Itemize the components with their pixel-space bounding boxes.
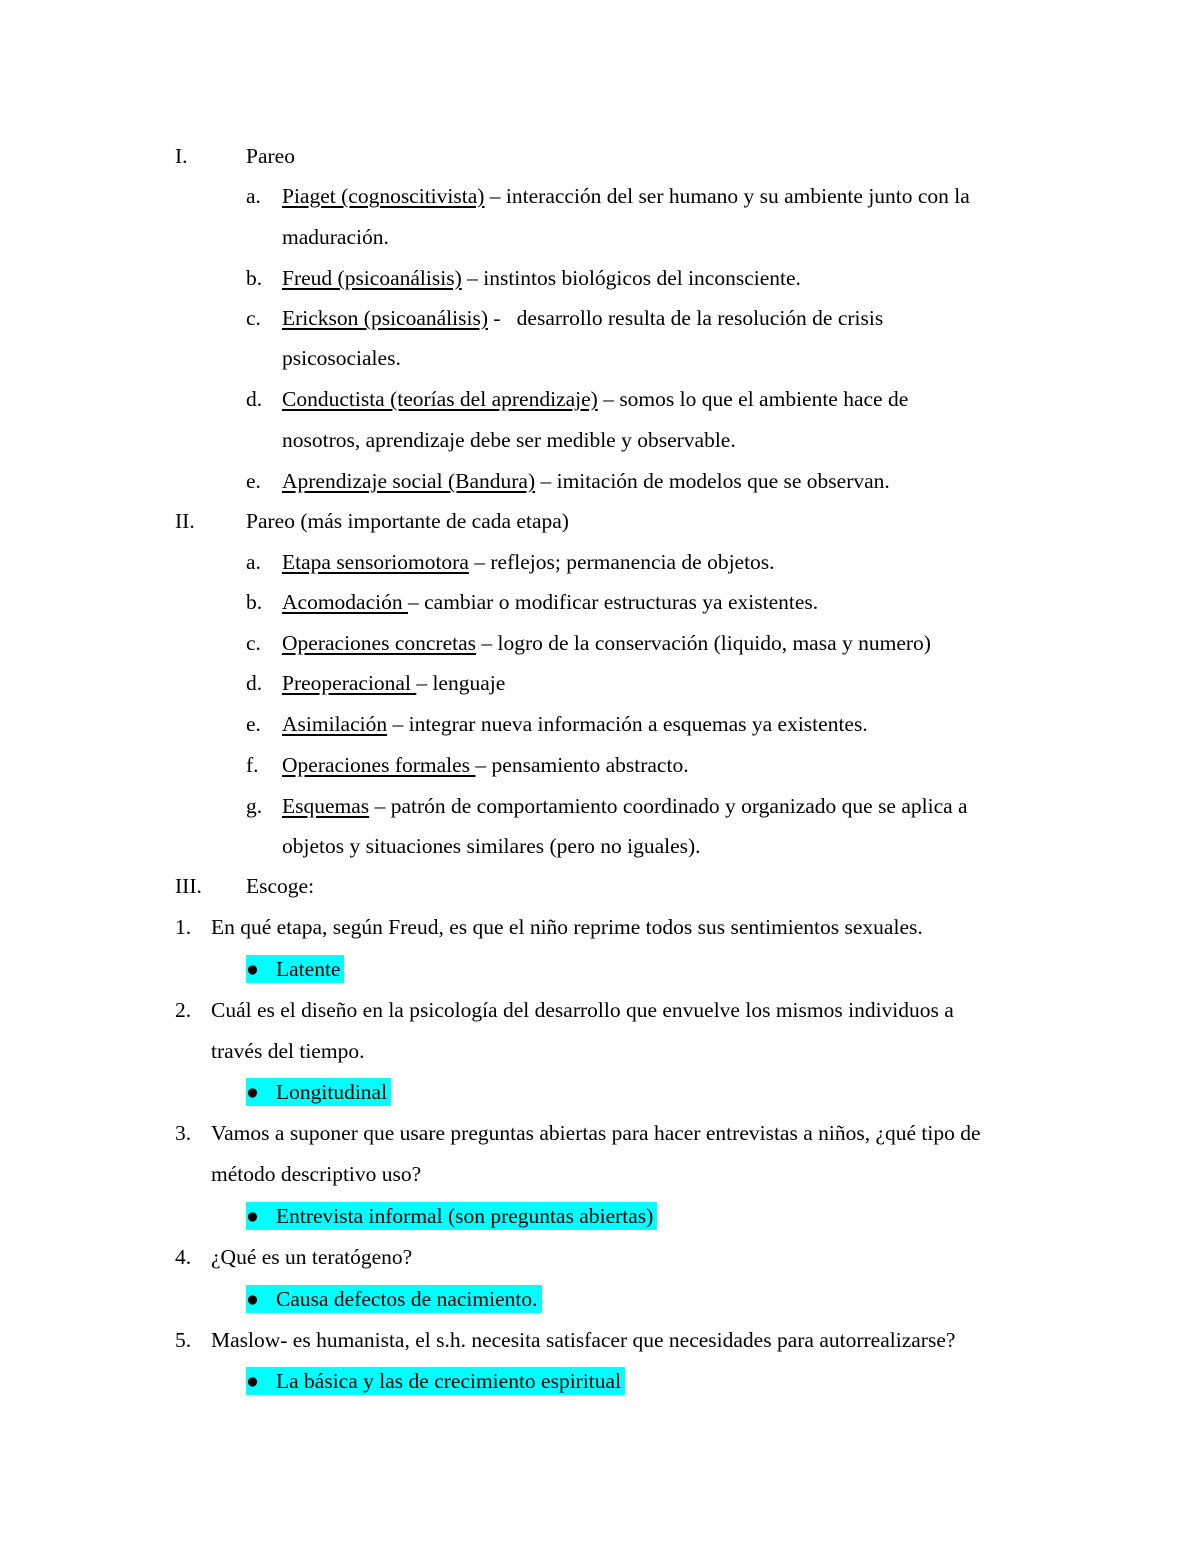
list-item [282, 588, 818, 616]
item-description-cont: maduración. [282, 225, 389, 249]
item-description: – integrar nueva información a esquemas ya existentes. [387, 712, 868, 736]
answer-item [246, 1078, 391, 1106]
item-letter: c. [246, 306, 261, 330]
item-term: Operaciones formales [282, 753, 476, 777]
section-2-numeral: II. [175, 509, 195, 533]
question-number: 2. [175, 998, 192, 1022]
item-term: Operaciones concretas [282, 631, 476, 655]
item-letter: f. [246, 753, 259, 777]
question-text: Vamos a suponer que usare preguntas abiertas para hacer entrevistas a niños, ¿qué tipo de [211, 1121, 981, 1145]
item-letter: d. [246, 387, 263, 411]
item-description: – patrón de comportamiento coordinado y organizado que se aplica a [369, 794, 968, 818]
answer-item [246, 955, 344, 983]
section-3-title: Escoge: [246, 874, 315, 898]
item-description: – somos lo que el ambiente hace de [597, 387, 909, 411]
section-1-title: Pareo [246, 144, 295, 168]
item-description: – interacción del ser humano y su ambiente junto con la [484, 184, 970, 208]
question-text: Cuál es el diseño en la psicología del desarrollo que envuelve los mismos individuos a [211, 998, 954, 1022]
list-item [282, 669, 505, 697]
item-letter: d. [246, 671, 263, 695]
list-item [282, 182, 970, 210]
answer-text: Longitudinal [276, 1080, 388, 1104]
list-item [282, 304, 883, 332]
item-description: – instintos biológicos del inconsciente. [461, 266, 801, 290]
list-item [282, 710, 868, 738]
item-description-cont: objetos y situaciones similares (pero no iguales). [282, 834, 701, 858]
list-item [282, 467, 890, 495]
answer-item [246, 1367, 625, 1395]
item-description: – lenguaje [416, 671, 506, 695]
question-number: 4. [175, 1245, 192, 1269]
bullet-icon: ● [246, 1369, 259, 1393]
answer-item [246, 1285, 542, 1313]
section-3-numeral: III. [175, 874, 202, 898]
item-term: Freud (psicoanálisis) [282, 266, 462, 290]
question-text: Maslow- es humanista, el s.h. necesita satisfacer que necesidades para autorrealizarse? [211, 1328, 956, 1352]
item-letter: c. [246, 631, 261, 655]
item-term: Asimilación [282, 712, 388, 736]
question-number: 3. [175, 1121, 192, 1145]
item-description-cont: nosotros, aprendizaje debe ser medible y observable. [282, 428, 736, 452]
item-letter: g. [246, 794, 263, 818]
bullet-icon: ● [246, 1080, 259, 1104]
list-item [282, 548, 775, 576]
item-letter: b. [246, 590, 263, 614]
list-item [282, 792, 968, 820]
answer-text: Entrevista informal (son preguntas abiertas) [276, 1204, 654, 1228]
item-description-cont: psicosociales. [282, 346, 401, 370]
question-text: En qué etapa, según Freud, es que el niño reprime todos sus sentimientos sexuales. [211, 915, 923, 939]
item-letter: a. [246, 550, 261, 574]
list-item [282, 264, 801, 292]
list-item [282, 751, 689, 779]
item-description: – reflejos; permanencia de objetos. [468, 550, 775, 574]
item-term: Etapa sensoriomotora [282, 550, 469, 574]
item-description: - desarrollo resulta de la resolución de crisis [488, 306, 884, 330]
item-description: – logro de la conservación (liquido, masa y numero) [476, 631, 931, 655]
question-number: 5. [175, 1328, 192, 1352]
item-term: Conductista (teorías del aprendizaje) [282, 387, 598, 411]
answer-text: Causa defectos de nacimiento. [276, 1287, 538, 1311]
bullet-icon: ● [246, 1204, 259, 1228]
item-term: Esquemas [282, 794, 370, 818]
question-number: 1. [175, 915, 192, 939]
item-term: Erickson (psicoanálisis) [282, 306, 488, 330]
answer-item [246, 1202, 657, 1230]
item-description: – cambiar o modificar estructuras ya existentes. [407, 590, 819, 614]
section-2-title: Pareo (más importante de cada etapa) [246, 509, 569, 533]
item-letter: e. [246, 469, 261, 493]
item-term: Acomodación [282, 590, 408, 614]
section-1-numeral: I. [175, 144, 188, 168]
question-text-cont: través del tiempo. [211, 1039, 365, 1063]
bullet-icon: ● [246, 1287, 259, 1311]
item-letter: b. [246, 266, 263, 290]
item-letter: a. [246, 184, 261, 208]
item-description: – imitación de modelos que se observan. [535, 469, 890, 493]
bullet-icon: ● [246, 957, 259, 981]
question-text: ¿Qué es un teratógeno? [211, 1245, 413, 1269]
question-text-cont: método descriptivo uso? [211, 1162, 422, 1186]
answer-text: Latente [276, 957, 341, 981]
answer-text: La básica y las de crecimiento espiritual [276, 1369, 622, 1393]
item-term: Aprendizaje social (Bandura) [282, 469, 536, 493]
item-description: – pensamiento abstracto. [475, 753, 689, 777]
item-letter: e. [246, 712, 261, 736]
item-term: Preoperacional [282, 671, 417, 695]
list-item [282, 629, 931, 657]
list-item [282, 385, 908, 413]
item-term: Piaget (cognoscitivista) [282, 184, 485, 208]
